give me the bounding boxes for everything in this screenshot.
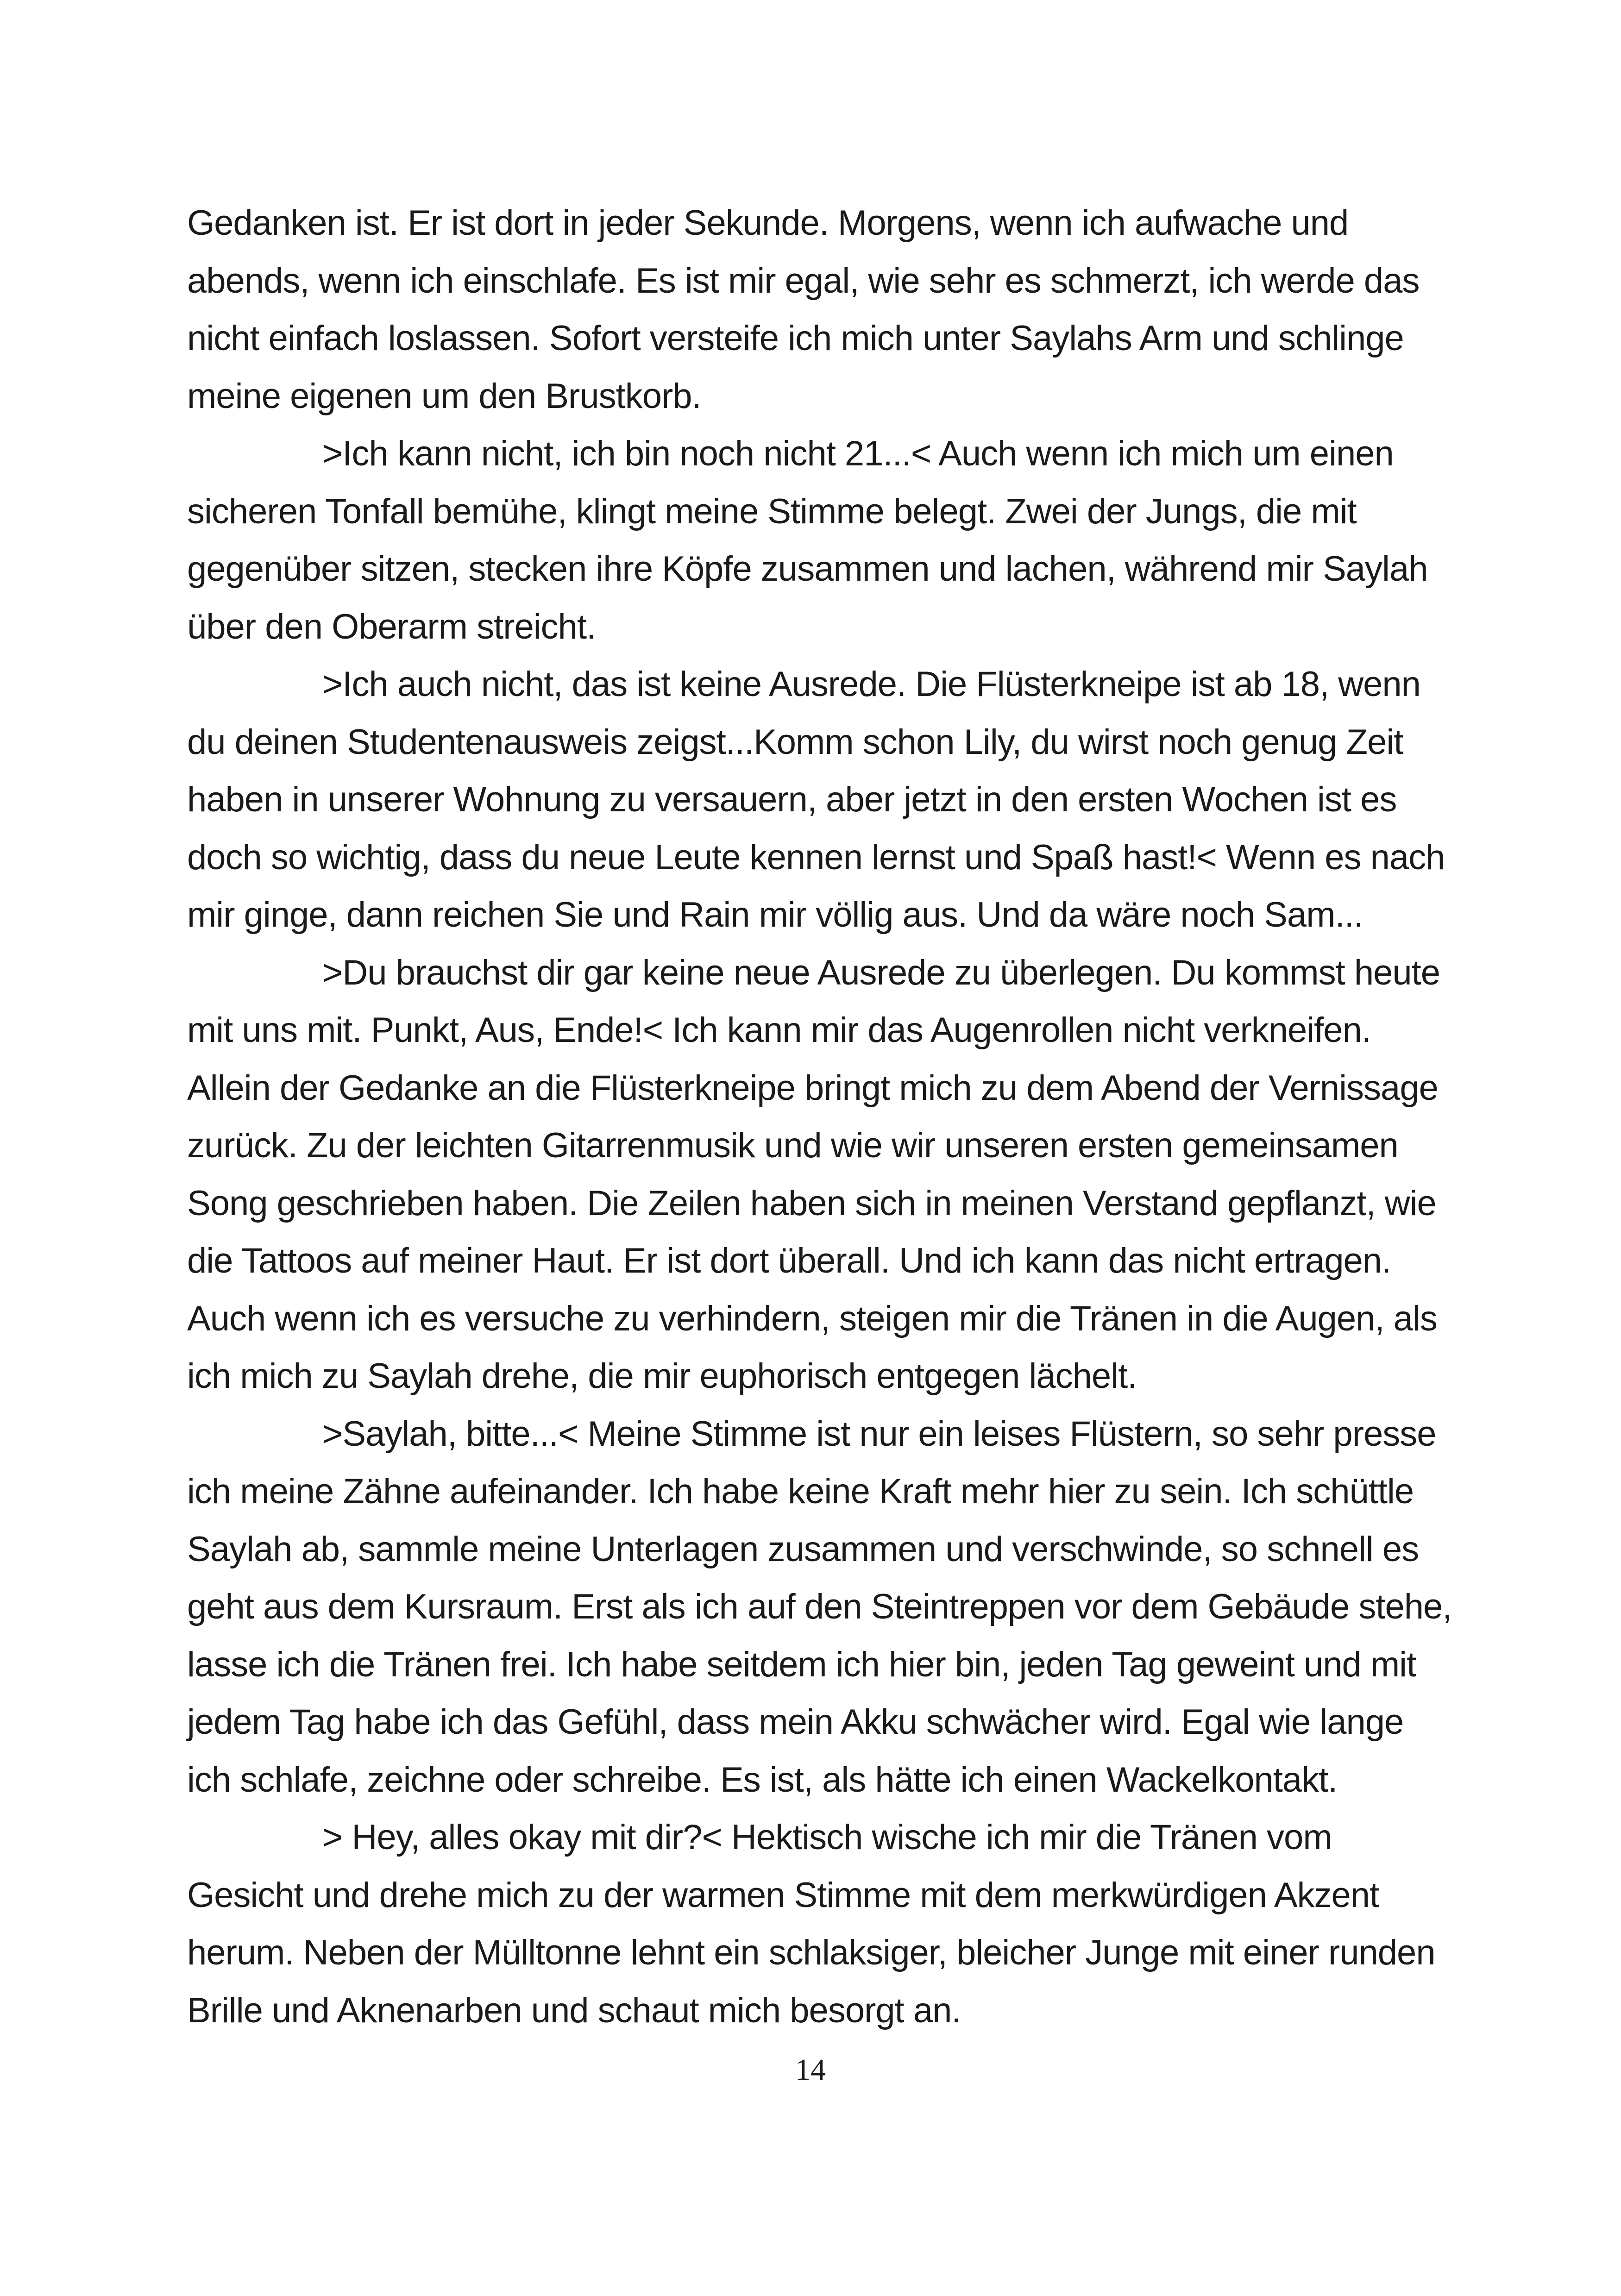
paragraph-dialogue-not-21: >Ich kann nicht, ich bin noch nicht 21...< Auch wenn ich mich um einen sicheren Tonfall bemühe, klingt meine Stimme belegt. Zwei der Jungs, die mit gegenüber sitzen, stecken ihre Köpfe zusammen und lachen, während mir Saylah über den Oberarm streicht.	[187, 434, 1428, 646]
paragraph-dialogue-fluesterkneipe: >Ich auch nicht, das ist keine Ausrede. Die Flüsterkneipe ist ab 18, wenn du deinen Studentenausweis zeigst...Komm schon Lily, du wirst noch genug Zeit haben in unserer Wohnung zu versauern, aber jetzt in den ersten Wochen ist es doch so wichtig, dass du neue Leute kennen lernst und Spaß hast!< Wenn es nach mir ginge, dann reichen Sie und Rain mir völlig aus. Und da wäre noch Sam...	[187, 665, 1445, 935]
paragraph-dialogue-no-excuse: >Du brauchst dir gar keine neue Ausrede zu überlegen. Du kommst heute mit uns mit. Punkt, Aus, Ende!< Ich kann mir das Augenrollen nicht verkneifen. Allein der Gedanke an die Flüsterkneipe bringt mich zu dem Abend der Vernissage zurück. Zu der leichten Gitarrenmusik und wie wir unseren ersten gemeinsamen Song geschrieben haben. Die Zeilen haben sich in meinen Verstand gepflanzt, wie die Tattoos auf meiner Haut. Er ist dort überall. Und ich kann das nicht ertragen. Auch wenn ich es versuche zu verhindern, steigen mir die Tränen in die Augen, als ich mich zu Saylah drehe, die mir euphorisch entgegen lächelt.	[187, 953, 1440, 1396]
paragraph-dialogue-saylah-please: >Saylah, bitte...< Meine Stimme ist nur ein leises Flüstern, so sehr presse ich meine Zähne aufeinander. Ich habe keine Kraft mehr hier zu sein. Ich schüttle Saylah ab, sammle meine Unterlagen zusammen und verschwinde, so schnell es geht aus dem Kursraum. Erst als ich auf den Steintreppen vor dem Gebäude stehe, lasse ich die Tränen frei. Ich habe seitdem ich hier bin, jeden Tag geweint und mit jedem Tag habe ich das Gefühl, dass mein Akku schwächer wird. Egal wie lange ich schlafe, zeichne oder schreibe. Es ist, als hätte ich einen Wackelkontakt.	[187, 1414, 1452, 1800]
page-number: 14	[795, 2053, 826, 2087]
paragraph-continuation: Gedanken ist. Er ist dort in jeder Sekunde. Morgens, wenn ich aufwache und abends, wenn ich einschlafe. Es ist mir egal, wie sehr es schmerzt, ich werde das nicht einfach loslassen. Sofort versteife ich mich unter Saylahs Arm und schlinge meine eigenen um den Brustkorb.	[187, 203, 1420, 416]
body-text	[187, 194, 1456, 2039]
paragraph-dialogue-hey: > Hey, alles okay mit dir?< Hektisch wische ich mir die Tränen vom Gesicht und drehe mich zu der warmen Stimme mit dem merkwürdigen Akzent herum. Neben der Mülltonne lehnt ein schlaksiger, bleicher Junge mit einer runden Brille und Aknenarben und schaut mich besorgt an.	[187, 1818, 1435, 2030]
